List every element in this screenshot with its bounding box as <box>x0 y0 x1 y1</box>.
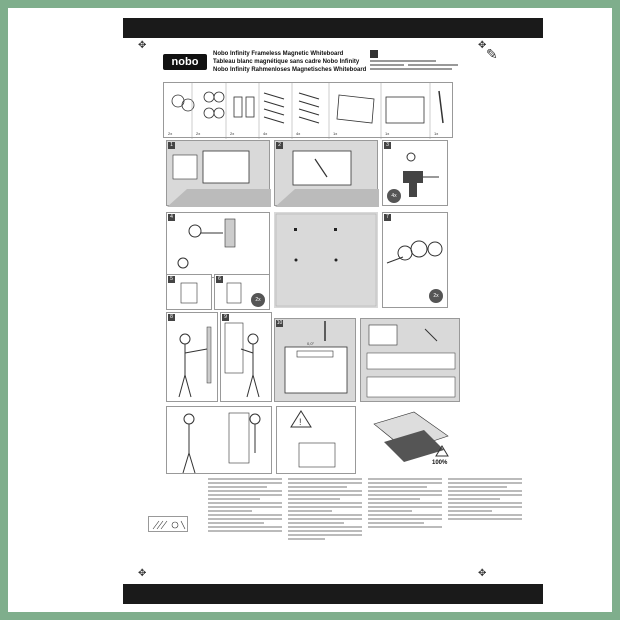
parts-drawing <box>164 83 454 139</box>
level-readout: 0,0° <box>307 341 315 346</box>
instruction-sheet <box>8 8 612 612</box>
step-5-panel <box>166 274 212 310</box>
part-qty-1: 2x <box>168 131 173 136</box>
bottom-band <box>123 584 543 604</box>
registration-mark-icon: ✥ <box>478 40 487 51</box>
step-number: 3 <box>384 142 391 149</box>
step-number: 1 <box>168 142 175 149</box>
svg-text:!: ! <box>299 417 302 427</box>
part-qty-8: 1x <box>434 131 439 136</box>
part-qty-4: 4x <box>263 131 268 136</box>
recycle-percent: 100% <box>432 460 448 466</box>
mount-scene-panel <box>166 406 272 474</box>
care-panel <box>360 318 460 402</box>
registration-mark-icon: ✥ <box>138 40 147 51</box>
step-9-panel <box>220 312 272 402</box>
title-de: Nobo Infinity Rahmenloses Magnetisches Whiteboard <box>213 67 367 73</box>
step-number: 9 <box>222 314 229 321</box>
safety-icons <box>148 516 188 532</box>
step-number: 2 <box>276 142 283 149</box>
part-qty-6: 1x <box>333 131 338 136</box>
step-number: 5 <box>168 276 175 283</box>
qty-badge: 2x <box>251 293 265 307</box>
qty-badge: 4x <box>387 189 401 203</box>
step-3-panel <box>382 140 448 206</box>
text-column-2 <box>288 478 362 542</box>
part-qty-5: 4x <box>296 131 301 136</box>
step-8-panel <box>166 312 218 402</box>
step-7-panel <box>382 212 448 308</box>
board-diagram <box>274 212 378 308</box>
parts-panel <box>163 82 453 138</box>
step-number: 6 <box>216 276 223 283</box>
step-number: 7 <box>384 214 391 221</box>
qr-mark <box>370 50 378 58</box>
step-number: 8 <box>168 314 175 321</box>
marker-pen-icon: ✎ <box>486 46 498 62</box>
step-2-panel <box>274 140 378 206</box>
step-number: 10 <box>276 320 283 326</box>
step-4-panel <box>166 212 270 278</box>
importer-block <box>408 60 468 72</box>
title-en: Nobo Infinity Frameless Magnetic Whiteboard <box>213 51 344 57</box>
registration-mark-icon: ✥ <box>138 568 147 579</box>
text-column-3 <box>368 478 442 530</box>
text-column-1 <box>208 478 282 534</box>
qty-badge: 2x <box>429 289 443 303</box>
registration-mark-icon: ✥ <box>478 568 487 579</box>
step-number: 4 <box>168 214 175 221</box>
brand-logo: nobo <box>163 54 207 70</box>
part-qty-2: 2x <box>196 131 201 136</box>
step-1-panel <box>166 140 270 206</box>
text-column-4 <box>448 478 522 522</box>
step-10-panel <box>274 318 356 402</box>
top-band <box>123 18 543 38</box>
title-fr: Tableau blanc magnétique sans cadre Nobo Infinity <box>213 59 360 65</box>
part-qty-7: 1x <box>385 131 390 136</box>
step-6-panel <box>214 274 270 310</box>
disposal-panel <box>364 406 464 474</box>
product-titles <box>213 50 366 74</box>
part-qty-3: 2x <box>230 131 235 136</box>
warning-panel <box>276 406 356 474</box>
